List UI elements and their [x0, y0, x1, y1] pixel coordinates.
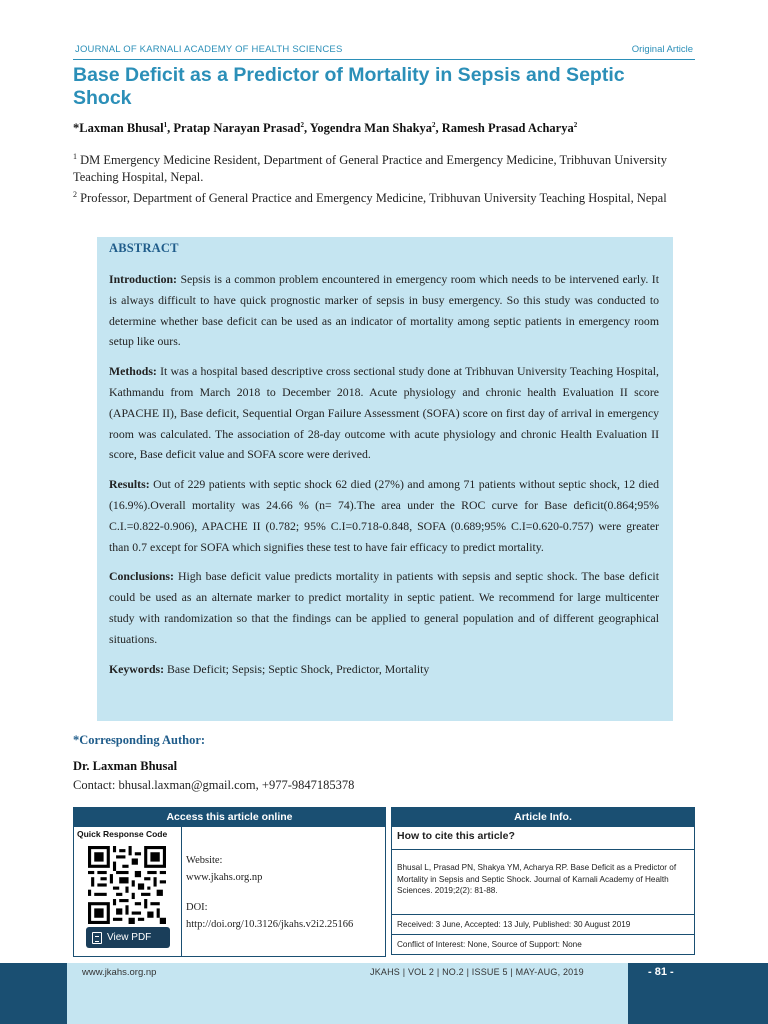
section-label: Methods: — [109, 364, 157, 379]
affiliation-text: Professor, Department of General Practice and Emergency Medicine, Tribhuvan University Teaching Hospital, Nepal — [80, 191, 667, 206]
received-dates: Received: 3 June, Accepted: 13 July, Published: 30 August 2019 — [392, 914, 694, 934]
section-text: It was a hospital based descriptive cross sectional study done at Tribhuvan University Teaching Hospital, Kathmandu from March 2018 to December 2018. Acute physiology and chronic health Evaluation II score (APACHE II), Base deficit, Sequential Organ Failure Assessment (SOFA) score on first day of arrival in emergency room was calculated. The association of 28-day outcome with acute physiology and chronic Health Evaluation II score, Base deficit value and SOFA score were derived. — [109, 364, 659, 462]
abstract-introduction — [109, 269, 659, 352]
conflict-of-interest: Conflict of Interest: None, Source of Support: None — [392, 934, 694, 954]
affiliation-text: DM Emergency Medicine Resident, Department of General Practice and Emergency Medicine, Tribhuvan University Teaching Hospital, Nepal. — [73, 153, 667, 185]
doi-link[interactable]: http://doi.org/10.3126/jkahs.v2i2.25166 — [186, 919, 354, 930]
author-sup: 2 — [573, 121, 578, 129]
corresponding-heading: *Corresponding Author: — [73, 733, 206, 747]
affiliation-sup: 2 — [73, 190, 77, 199]
author-sup: 2 — [432, 121, 436, 129]
abstract-box — [97, 237, 673, 721]
author-name: Yogendra Man Shakya — [309, 121, 433, 136]
affiliation-1 — [73, 148, 673, 186]
section-text: Base Deficit; Sepsis; Septic Shock, Predictor, Mortality — [167, 661, 430, 676]
qr-column — [74, 827, 182, 956]
section-text: Sepsis is a common problem encountered in emergency room which needs to be intervened early. It is always difficult to have quick prognostic marker of sepsis in busy emergency. So this study was conducted to determine whether base deficit can be used as an indicator of mortality among septic patients in emergency room setup like ours. — [109, 272, 659, 349]
article-type: Original Article — [631, 44, 693, 55]
doi-label: DOI: — [186, 902, 208, 913]
author-name: *Laxman Bhusal — [73, 121, 164, 136]
section-text: High base deficit value predicts mortality in patients with sepsis and septic shock. The base deficit could be used as an alternate marker to predict mortality in septic patient. We recommend for large multicenter study with randomization so that the findings can be applied to general population and of different geographical situations. — [109, 569, 659, 646]
section-text: Out of 229 patients with septic shock 62 died (27%) and among 71 patients without septic shock, 12 died (16.9%).Overall mortality was 24.66 % (n= 74).The area under the ROC curve for Base deficit(0.864;95% C.I.=0.822-0.906), APACHE II (0.782; 95% C.I=0.718-0.848, SOFA (0.689;95% C.I=0.620-0.757) were greater than 0.7 except for SOFA which signifies these test to have fair efficacy to predict mortality. — [109, 477, 659, 554]
author-name: Pratap Narayan Prasad — [173, 121, 301, 136]
affiliation-sup: 1 — [73, 152, 77, 161]
footer-url[interactable]: www.jkahs.org.np — [82, 967, 157, 978]
website-label: Website: — [186, 855, 223, 866]
abstract-results — [109, 474, 659, 557]
article-title: Base Deficit as a Predictor of Mortality in Sepsis and Septic Shock — [73, 64, 625, 109]
author-name: Ramesh Prasad Acharya — [441, 121, 574, 136]
view-pdf-label: View PDF — [107, 932, 152, 943]
abstract-conclusions — [109, 566, 659, 649]
abstract-methods — [109, 361, 659, 465]
affiliation-2 — [73, 186, 673, 207]
website-column — [186, 852, 353, 933]
journal-header — [73, 42, 695, 60]
abstract-heading: ABSTRACT — [109, 241, 179, 255]
page-number: - 81 - — [648, 966, 674, 978]
abstract-keywords — [109, 659, 659, 680]
cite-question: How to cite this article? — [397, 830, 515, 842]
footer-left-block — [0, 963, 67, 1024]
author-sup: 1 — [163, 121, 168, 129]
author-sup: 2 — [300, 121, 304, 129]
access-heading: Access this article online — [74, 808, 385, 827]
journal-name: JOURNAL OF KARNALI ACADEMY OF HEALTH SCIENCES — [75, 44, 343, 55]
citation-text: Bhusal L, Prasad PN, Shakya YM, Acharya RP. Base Deficit as a Predictor of Mortality in Sepsis and Septic Shock. Journal of Karnali Academy of Health Sciences. 2019;2(2): 81-88. — [392, 849, 694, 914]
qr-label: Quick Response Code — [77, 829, 168, 839]
article-info-box — [391, 807, 695, 955]
section-label: Conclusions: — [109, 569, 174, 584]
pdf-icon — [92, 932, 102, 944]
section-label: Results: — [109, 477, 150, 492]
section-label: Keywords: — [109, 661, 165, 676]
view-pdf-button[interactable] — [86, 927, 170, 948]
footer-volume: JKAHS | VOL 2 | NO.2 | ISSUE 5 | MAY-AUG, 2019 — [370, 967, 584, 977]
access-online-box — [73, 807, 386, 957]
article-info-heading: Article Info. — [392, 808, 694, 827]
corresponding-contact: Contact: bhusal.laxman@gmail.com, +977-9847185378 — [73, 778, 355, 792]
qr-code-icon[interactable] — [88, 846, 166, 924]
website-link[interactable]: www.jkahs.org.np — [186, 872, 263, 883]
section-label: Introduction: — [109, 272, 177, 286]
author-list: *Laxman Bhusal$^1$, Pratap Narayan Prasad$^2$, Yogendra Man Shakya$^2$, Ramesh Prasad Acharya$^2$ — [73, 121, 578, 136]
page-footer — [0, 963, 768, 1024]
corresponding-name: Dr. Laxman Bhusal — [73, 759, 178, 773]
